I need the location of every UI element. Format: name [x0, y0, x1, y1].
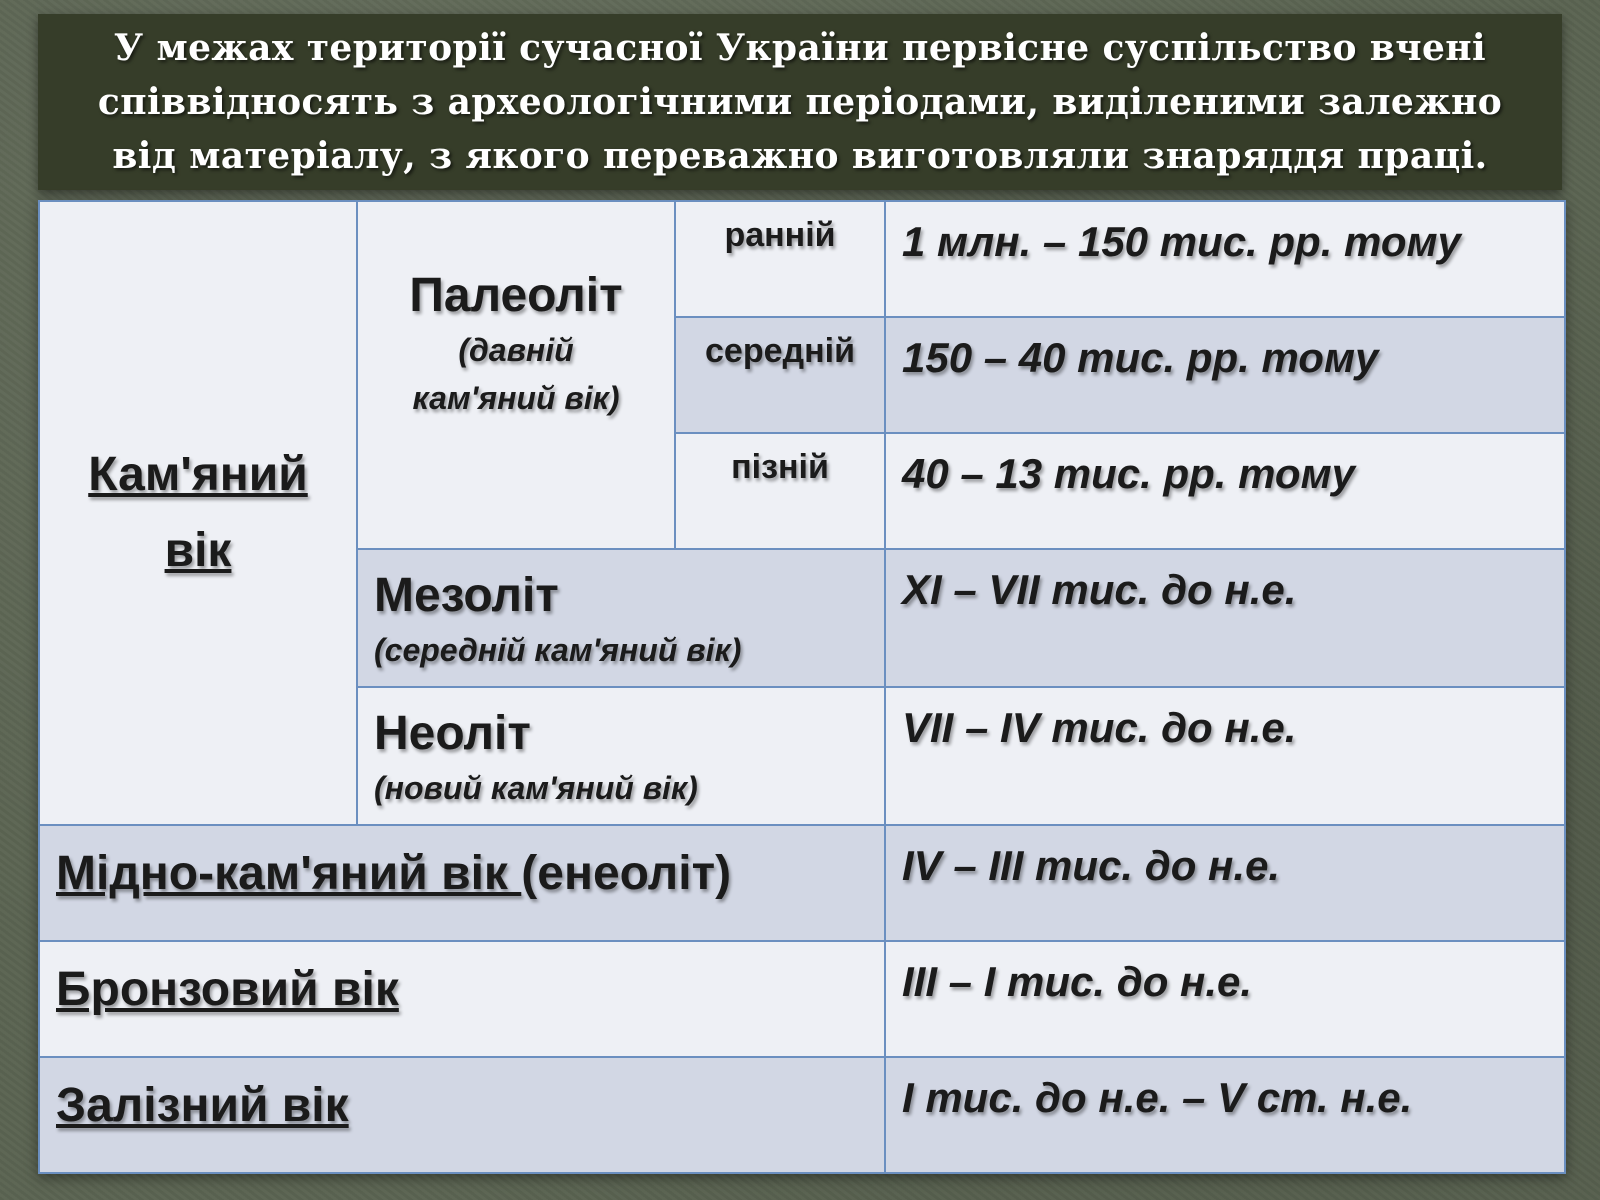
paleolithic-subtitle-line-1: (давній	[458, 332, 574, 368]
archaeological-periods-table	[38, 200, 1566, 1174]
title-line-2: співвідносять з археологічними періодами, виділеними залежно	[97, 81, 1503, 123]
bronze-age-label: Бронзовий вік	[56, 963, 399, 1016]
neolithic-cell	[357, 687, 885, 825]
mesolithic-subtitle: (середній кам'яний вік)	[374, 632, 742, 668]
title-line-3: від матеріалу, з якого переважно виготовляли знаряддя праці.	[112, 135, 1488, 177]
mesolithic-cell	[357, 549, 885, 687]
mesolithic-dates: XI – VII тис. до н.е.	[885, 549, 1565, 687]
copper-age-cell	[39, 825, 885, 941]
paleolithic-cell	[357, 201, 675, 549]
early-paleolithic-dates: 1 млн. – 150 тис. рр. тому	[885, 201, 1565, 317]
late-paleolithic-label: пізній	[675, 433, 885, 549]
neolithic-name: Неоліт	[374, 707, 531, 760]
stone-age-cell	[39, 201, 357, 825]
slide-title	[38, 14, 1562, 190]
neolithic-dates: VII – IV тис. до н.е.	[885, 687, 1565, 825]
copper-age-label: Мідно-кам'яний вік	[56, 847, 522, 900]
stone-age-label-line-2: вік	[164, 524, 232, 577]
early-paleolithic-label: ранній	[675, 201, 885, 317]
middle-paleolithic-dates: 150 – 40 тис. рр. тому	[885, 317, 1565, 433]
bronze-age-dates: III – I тис. до н.е.	[885, 941, 1565, 1057]
middle-paleolithic-label: середній	[675, 317, 885, 433]
title-line-1: У межах території сучасної України первісне суспільство вчені	[113, 27, 1487, 69]
paleolithic-subtitle-line-2: кам'яний вік)	[412, 380, 620, 416]
iron-age-label: Залізний вік	[56, 1079, 349, 1132]
stone-age-label-line-1: Кам'яний	[88, 448, 308, 501]
copper-age-label-eneolithic: (енеоліт)	[521, 847, 732, 900]
neolithic-subtitle: (новий кам'яний вік)	[374, 770, 698, 806]
iron-age-cell	[39, 1057, 885, 1173]
paleolithic-name: Палеоліт	[409, 269, 623, 322]
mesolithic-name: Мезоліт	[374, 569, 559, 622]
iron-age-dates: I тис. до н.е. – V ст. н.е.	[885, 1057, 1565, 1173]
slide-title-text	[68, 21, 1532, 183]
bronze-age-cell	[39, 941, 885, 1057]
copper-age-dates: IV – III тис. до н.е.	[885, 825, 1565, 941]
late-paleolithic-dates: 40 – 13 тис. рр. тому	[885, 433, 1565, 549]
